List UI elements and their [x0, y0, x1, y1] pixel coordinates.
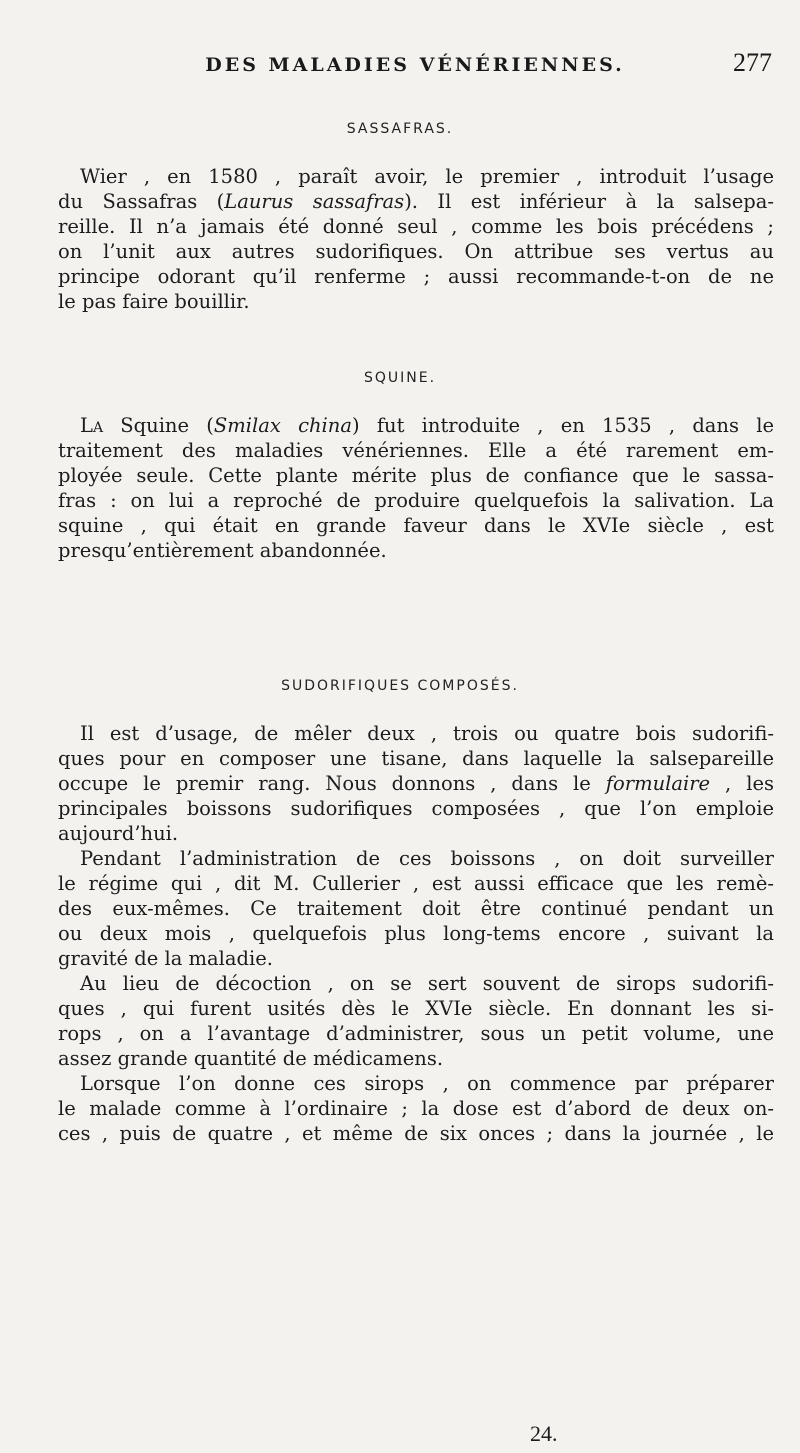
text-line: ques , qui furent usités dès le XVIe siècle. En donnant les si-: [58, 997, 774, 1020]
text-line: occupe le premir rang. Nous donnons , dans le formulaire , les: [58, 772, 774, 795]
text-line: on l’unit aux autres sudorifiques. On attribue ses vertus au: [58, 240, 774, 263]
section-heading-sassafras: SASSAFRAS.: [346, 121, 454, 137]
section-heading-squine: SQUINE.: [363, 370, 437, 386]
text-line: le pas faire bouillir.: [58, 290, 250, 313]
text-line: Pendant l’administration de ces boissons , on doit surveiller: [80, 847, 774, 870]
text-line: squine , qui était en grande faveur dans le XVIe siècle , est: [58, 514, 774, 537]
text-line: le régime qui , dit M. Cullerier , est aussi efficace que les remè-: [58, 872, 774, 895]
text-line: fras : on lui a reproché de produire quelquefois la salivation. La: [58, 489, 774, 512]
text-line: ployée seule. Cette plante mérite plus de confiance que le sassa-: [58, 464, 774, 487]
running-head-title: DES MALADIES VÉNÉRIENNES.: [205, 54, 625, 76]
paragraph-sudorifiques-2: [58, 846, 774, 971]
paragraph-sassafras: [58, 164, 774, 314]
text-line: Wier , en 1580 , paraît avoir, le premier , introduit l’usage: [80, 165, 774, 188]
text-line: principales boissons sudorifiques composées , que l’on emploie: [58, 797, 774, 820]
text-line: assez grande quantité de médicamens.: [58, 1047, 444, 1070]
text-line: traitement des maladies vénériennes. Elle a été rarement em-: [58, 439, 774, 462]
paragraph-sudorifiques-1: [58, 721, 774, 846]
page-number: 277: [733, 48, 772, 77]
text-line: ou deux mois , quelquefois plus long-tems encore , suivant la: [58, 922, 774, 945]
signature-mark: 24.: [530, 1421, 558, 1446]
text-line: rops , on a l’avantage d’administrer, sous un petit volume, une: [58, 1022, 774, 1045]
text-line: La Squine (Smilax china) fut introduite , en 1535 , dans le: [80, 414, 775, 437]
text-line: presqu’entièrement abandonnée.: [58, 539, 387, 562]
text-line: gravité de la maladie.: [58, 947, 273, 970]
text-line: aujourd’hui.: [58, 822, 179, 845]
paragraph-squine: [58, 413, 774, 563]
text-line: reille. Il n’a jamais été donné seul , comme les bois précédens ;: [58, 215, 774, 238]
section-heading-sudorifiques-composes: SUDORIFIQUES COMPOSÉS.: [281, 678, 519, 694]
text-line: ces , puis de quatre , et même de six onces ; dans la journée , le: [58, 1122, 774, 1145]
text-line: principe odorant qu’il renferme ; aussi recommande-t-on de ne: [58, 265, 774, 288]
paragraph-sudorifiques-3: [58, 971, 774, 1071]
text-line: ques pour en composer une tisane, dans laquelle la salsepareille: [58, 747, 774, 770]
text-line: Au lieu de décoction , on se sert souvent de sirops sudorifi-: [80, 972, 774, 995]
text-line: Lorsque l’on donne ces sirops , on commence par préparer: [80, 1072, 774, 1095]
running-head: [97, 48, 772, 78]
text-line: Il est d’usage, de mêler deux , trois ou quatre bois sudorifi-: [80, 722, 774, 745]
paragraph-sudorifiques-4: [58, 1071, 774, 1146]
text-line: le malade comme à l’ordinaire ; la dose est d’abord de deux on-: [58, 1097, 774, 1120]
text-line: du Sassafras (Laurus sassafras). Il est inférieur à la salsepa-: [58, 190, 774, 213]
text-line: des eux-mêmes. Ce traitement doit être continué pendant un: [58, 897, 774, 920]
